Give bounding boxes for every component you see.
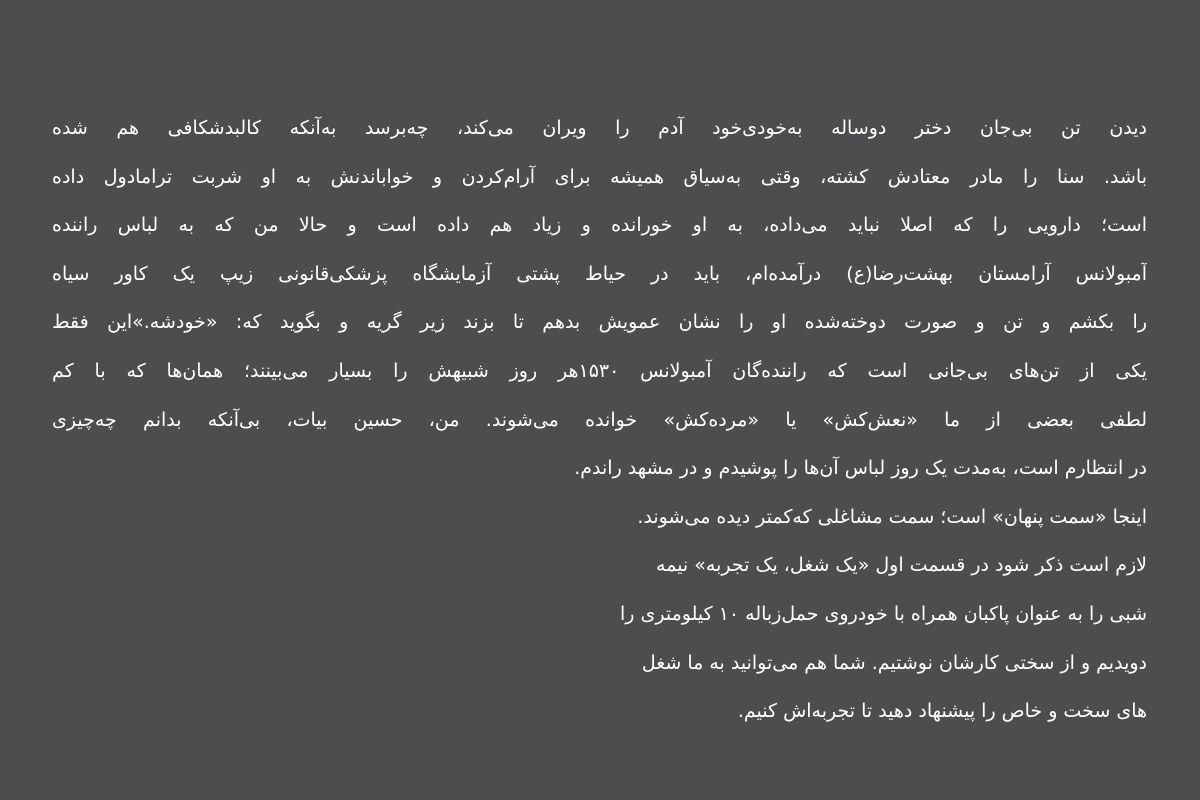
article-line: دیدن تن بی‌جان دختر دوساله به‌خودی‌خود آدم را ویران می‌کند، چه‌برسد به‌آنکه کالبدشکافی هم شده [52,117,1147,139]
article-line: لطفی بعضی از ما «نعش‌کش» یا «مرده‌کش» خوانده می‌شوند. من، حسین بیات، بی‌آنکه بدانم چه‌چیزی [52,408,1147,431]
article-line: باشد. سنا را مادر معتادش کشته، وقتی به‌سیاق همیشه برای آرام‌کردن و خواباندنش به او شربت ترامادول داده [52,165,1147,188]
article-line: را بکشم و تن و صورت دوخته‌شده او را نشان عمویش بدهم تا بزند زیر گریه و بگوید که: «خودشه.»این فقط [52,311,1147,334]
article-line: اینجا «سمت پنهان» است؛ سمت مشاغلی که‌کمتر دیده می‌شوند. [637,505,1147,528]
article-line: در انتظارم است، به‌مدت یک روز لباس آن‌ها را پوشیدم و در مشهد راندم. [574,457,1147,480]
article-line: شبی را به عنوان پاکبان همراه با خودروی حمل‌زباله ۱۰ کیلومتری را [620,602,1147,625]
article-text [52,104,1147,736]
article-line: آمبولانس آرامستان بهشت‌رضا(ع) درآمده‌ام، باید در حیاط پشتی آزمایشگاه پزشکی‌قانونی زیپ یک کاور سیاه [52,262,1147,285]
article-line: است؛ دارویی را که اصلا نباید می‌داده، به او خورانده و زیاد هم داده است و حالا من که به لباس راننده [52,214,1147,237]
article-line: های سخت و خاص را پیشنهاد دهید تا تجربه‌اش کنیم. [737,700,1147,723]
article-line: لازم است ذکر شود در قسمت اول «یک شغل، یک تجربه» نیمه [656,554,1147,577]
article-line: دویدیم و از سختی کارشان نوشتیم. شما هم می‌توانید به ما شغل [641,651,1147,674]
article-line: یکی از تن‌های بی‌جانی است که راننده‌گان آمبولانس ۱۵۳۰هر روز شبیهش را بسیار می‌بینند؛ همان‌ها که با کم [52,359,1147,382]
